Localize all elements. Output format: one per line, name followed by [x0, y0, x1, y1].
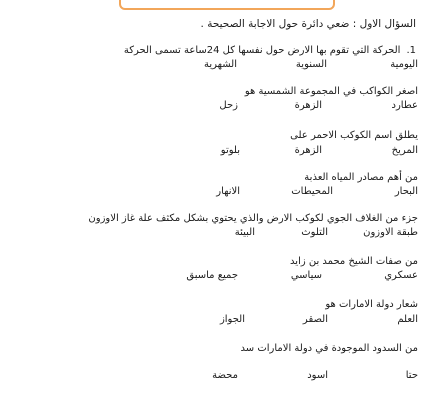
- q1-option-2[interactable]: السنوية: [295, 59, 327, 70]
- q8-option-1[interactable]: حتا: [405, 370, 418, 381]
- header-box: [119, 0, 335, 10]
- q3-option-3[interactable]: بلوتو: [220, 145, 240, 156]
- q8-option-2[interactable]: اسود: [307, 370, 328, 381]
- q7-option-1[interactable]: العلم: [397, 314, 418, 325]
- section-title: السؤال الاول : ضعي دائرة حول الاجابة الصحيحة .: [200, 18, 416, 30]
- q3-option-1[interactable]: المريخ: [391, 145, 418, 156]
- q2-option-1[interactable]: عطارد: [391, 100, 418, 111]
- question-5: جزء من الغلاف الجوي لكوكب الارض والذي يحتوي بشكل مكثف علة غاز الاوزون: [88, 213, 418, 224]
- question-1-text: الحركة التي تقوم بها الارض حول نفسها كل 24ساعة تسمى الحركة: [123, 45, 401, 56]
- q8-option-3[interactable]: محضة: [212, 370, 238, 381]
- question-1: [124, 45, 416, 57]
- q5-option-2[interactable]: التلوث: [301, 227, 328, 238]
- q6-option-1[interactable]: عسكري: [384, 270, 418, 281]
- question-1-number: 1.: [406, 45, 416, 56]
- q7-option-3[interactable]: الجواز: [219, 314, 245, 325]
- q1-option-3[interactable]: الشهرية: [203, 59, 237, 70]
- question-3: يطلق اسم الكوكب الاحمر على: [290, 130, 418, 141]
- q4-option-2[interactable]: المحيطات: [291, 186, 333, 197]
- q1-option-1[interactable]: اليومية: [390, 59, 418, 70]
- q5-option-3[interactable]: البيئة: [234, 227, 255, 238]
- q6-option-2[interactable]: سياسي: [290, 270, 322, 281]
- q4-option-3[interactable]: الانهار: [216, 186, 240, 197]
- question-4: من أهم مصادر المياه العذبة: [304, 172, 418, 183]
- question-8: من السدود الموجودة في دولة الامارات سد: [240, 343, 418, 354]
- q7-option-2[interactable]: الصقر: [302, 314, 328, 325]
- q4-option-1[interactable]: البحار: [394, 186, 418, 197]
- question-7: شعار دولة الامارات هو: [325, 299, 418, 310]
- cropped-text-fragment: [300, 394, 320, 400]
- q2-option-2[interactable]: الزهرة: [294, 100, 322, 111]
- q6-option-3[interactable]: جميع ماسبق: [186, 270, 238, 281]
- question-2: اصغر الكواكب في المجموعة الشمسية هو: [244, 86, 418, 97]
- q2-option-3[interactable]: زحل: [219, 100, 238, 111]
- q5-option-1[interactable]: طبقة الاوزون: [363, 227, 418, 238]
- question-6: من صفات الشيخ محمد بن زايد: [290, 256, 418, 267]
- q3-option-2[interactable]: الزهرة: [294, 145, 322, 156]
